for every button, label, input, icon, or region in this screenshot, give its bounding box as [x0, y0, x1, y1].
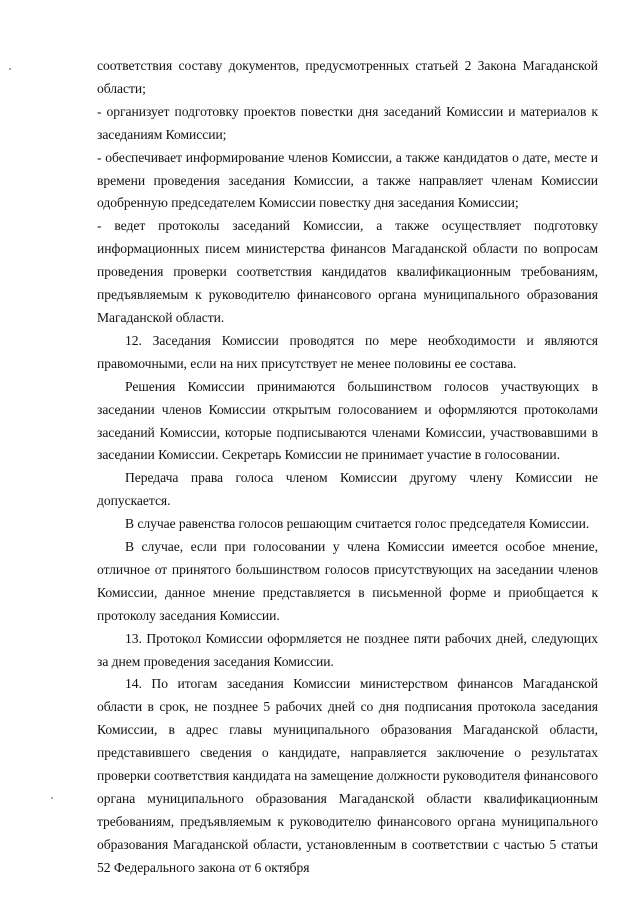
- list-item-informing: - обеспечивает информирование членов Комиссии, а также кандидатов о дате, месте и времени проведения заседания Комиссии, а также направляет членам Комиссии одобренную председателем Комиссии повестку дня заседания Комиссии;: [97, 149, 598, 211]
- list-item-protocols: - ведет протоколы заседаний Комиссии, а также осуществляет подготовку информационных писем министерства финансов Магаданской области по вопросам проведения проверки соответствия кандидатов квалификационным требованиям, предъявляемым к руководителю финансового органа муниципального образования Магаданской области.: [97, 218, 598, 325]
- list-item-agenda: - организует подготовку проектов повестки дня заседаний Комиссии и материалов к заседаниям Комиссии;: [97, 103, 598, 142]
- clause-14: 14. По итогам заседания Комиссии министерством финансов Магаданской области в срок, не позднее 5 рабочих дней со дня подписания протокола заседания Комиссии, в адрес главы муниципального образования Магаданской области, представившего сведения о кандидате, направляется заключение о результатах проверки соответствия кандидата на замещение должности руководителя финансового органа муниципального образования Магаданской области квалификационным требованиям, предъявляемым к руководителю финансового органа муниципального образования Магаданской области, установленным в соответствии с частью 5 статьи 52 Федерального закона от 6 октября: [97, 676, 598, 875]
- clause-13: 13. Протокол Комиссии оформляется не позднее пяти рабочих дней, следующих за днем проведения заседания Комиссии.: [97, 630, 598, 669]
- paragraph-vote-transfer: Передача права голоса членом Комиссии другому члену Комиссии не допускается.: [97, 470, 598, 509]
- paragraph-dissent: В случае, если при голосовании у члена Комиссии имеется особое мнение, отличное от принятого большинством голосов присутствующих на заседании членов Комиссии, данное мнение представляется в письменной форме и приобщается к протоколу заседания Комиссии.: [97, 539, 598, 623]
- document-body: [97, 55, 598, 880]
- paragraph-tie-vote: В случае равенства голосов решающим считается голос председателя Комиссии.: [125, 516, 590, 532]
- clause-12: 12. Заседания Комиссии проводятся по мере необходимости и являются правомочными, если на них присутствует не менее половины ее состава.: [97, 332, 598, 371]
- paragraph-continuation: соответствия составу документов, предусмотренных статьей 2 Закона Магаданской области;: [97, 58, 598, 96]
- paragraph-decisions: Решения Комиссии принимаются большинством голосов участвующих в заседании членов Комиссии открытым голосованием и оформляются протоколами заседаний Комиссии, которые подписываются членами Комиссии, участвовавшими в заседании Комиссии. Секретарь Комиссии не принимает участие в голосовании.: [97, 378, 598, 463]
- scan-speck: [51, 797, 53, 799]
- scan-speck: [9, 68, 11, 70]
